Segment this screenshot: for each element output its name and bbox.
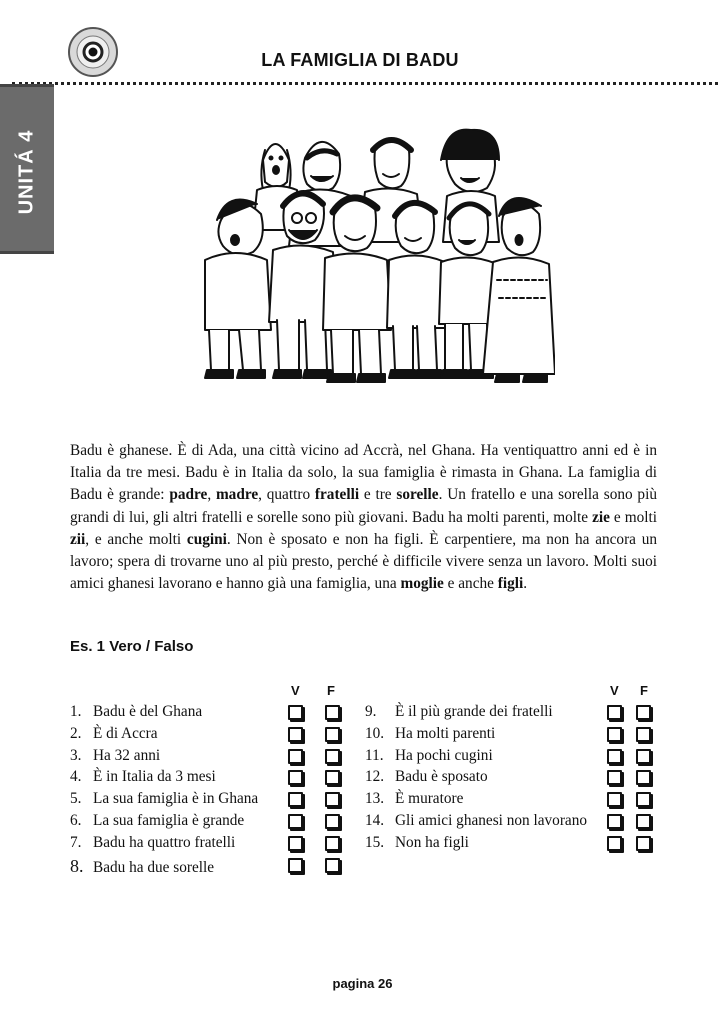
- item-statement: Badu ha quattro fratelli: [93, 833, 236, 851]
- exercise-item: [70, 834, 235, 856]
- passage-keyword: zie: [592, 508, 610, 526]
- item-statement: La sua famiglia è in Ghana: [93, 790, 259, 808]
- page-title: LA FAMIGLIA DI BADU: [261, 50, 459, 70]
- item-number: 6.: [70, 812, 82, 829]
- passage-text: , e anche molti: [85, 530, 187, 548]
- column-label-v-right: V: [610, 683, 619, 698]
- falso-checkbox[interactable]: [325, 792, 340, 807]
- item-number: 13.: [365, 790, 385, 808]
- item-statement: Ha pochi cugini: [395, 746, 493, 764]
- passage-text: , quattro: [258, 486, 315, 504]
- exercise-item: [70, 790, 258, 812]
- column-label-f-left: F: [327, 683, 335, 698]
- vero-checkbox[interactable]: [288, 727, 303, 742]
- exercise-list-right: [365, 703, 665, 883]
- vero-checkbox[interactable]: [607, 727, 622, 742]
- vero-checkbox[interactable]: [607, 814, 622, 829]
- vero-checkbox[interactable]: [288, 836, 303, 851]
- passage-keyword: zii: [70, 530, 86, 548]
- exercise-item: [365, 768, 488, 790]
- vero-checkbox[interactable]: [607, 792, 622, 807]
- vero-checkbox[interactable]: [607, 836, 622, 851]
- passage-text: ,: [207, 486, 216, 504]
- passage-text: .: [523, 575, 528, 593]
- passage-keyword: padre: [169, 486, 208, 504]
- family-group-illustration: [185, 120, 555, 400]
- passage-keyword: madre: [215, 486, 259, 504]
- falso-checkbox[interactable]: [325, 836, 340, 851]
- item-statement: Non ha figli: [395, 833, 469, 851]
- item-number: 2.: [70, 724, 82, 742]
- falso-checkbox[interactable]: [636, 749, 651, 764]
- exercise-title: Es. 1 Vero / Falso: [70, 638, 194, 655]
- item-statement: È in Italia da 3 mesi: [93, 768, 216, 786]
- exercise-item: [70, 747, 160, 769]
- item-number: 7.: [70, 833, 82, 851]
- passage-text: . Non è sposato e non ha figli. È carpentiere, ma non ha ancora un lavoro; spera di trovarne uno al più presto, perché è difficile vivere senza un lavoro. Molti suoi amici ghanesi lavorano e hanno già una famiglia, una: [70, 530, 658, 593]
- item-number: 15.: [365, 833, 385, 851]
- item-number: 4.: [70, 768, 82, 786]
- falso-checkbox[interactable]: [636, 705, 651, 720]
- falso-checkbox[interactable]: [636, 814, 651, 829]
- falso-checkbox[interactable]: [636, 836, 651, 851]
- exercise-item: [365, 725, 495, 747]
- header-divider: [12, 82, 718, 85]
- item-statement: Ha 32 anni: [93, 746, 161, 764]
- exercise-list-left: [70, 703, 360, 883]
- passage-keyword: sorelle: [396, 486, 439, 504]
- item-number: 5.: [70, 790, 82, 808]
- falso-checkbox[interactable]: [636, 727, 651, 742]
- falso-checkbox[interactable]: [325, 770, 340, 785]
- falso-checkbox[interactable]: [636, 770, 651, 785]
- falso-checkbox[interactable]: [325, 814, 340, 829]
- item-number: 10.: [365, 724, 385, 742]
- item-statement: La sua famiglia è grande: [93, 812, 245, 829]
- vero-checkbox[interactable]: [607, 705, 622, 720]
- item-number: 14.: [365, 812, 385, 829]
- item-number: 11.: [365, 746, 384, 764]
- falso-checkbox[interactable]: [325, 858, 340, 873]
- passage-text: e tre: [359, 486, 397, 504]
- exercise-item: [70, 856, 214, 878]
- exercise-item: [70, 703, 202, 725]
- passage-text: e molti: [609, 508, 657, 526]
- item-number: 1.: [70, 703, 82, 720]
- item-number: 8.: [70, 855, 84, 876]
- passage-text: . Un fratello e una sorella sono più grandi di lui, gli altri fratelli e sorelle sono più giovani. Badu ha molti parenti, molte: [70, 486, 657, 526]
- item-number: 3.: [70, 746, 82, 764]
- item-number: 12.: [365, 768, 385, 786]
- item-statement: Ha molti parenti: [395, 724, 496, 742]
- item-number: 9.: [365, 703, 377, 720]
- vero-checkbox[interactable]: [288, 858, 303, 873]
- unit-tab: [0, 84, 54, 254]
- passage-keyword: cugini: [186, 530, 227, 548]
- exercise-item: [365, 790, 463, 812]
- passage-keyword: moglie: [400, 575, 444, 593]
- vero-checkbox[interactable]: [607, 749, 622, 764]
- exercise-item: [70, 768, 216, 790]
- column-label-v-left: V: [291, 683, 300, 698]
- exercise-item: [365, 834, 469, 856]
- reading-passage: [70, 440, 657, 595]
- item-statement: È il più grande dei fratelli: [395, 703, 553, 720]
- vero-checkbox[interactable]: [288, 749, 303, 764]
- exercise-item: [365, 747, 493, 769]
- person-front-1: [205, 200, 271, 378]
- item-statement: Gli amici ghanesi non lavorano: [395, 812, 588, 829]
- exercise-item: [70, 725, 158, 747]
- vero-checkbox[interactable]: [607, 770, 622, 785]
- item-statement: È di Accra: [93, 724, 158, 742]
- falso-checkbox[interactable]: [325, 727, 340, 742]
- exercise-item: [70, 812, 244, 834]
- item-statement: È muratore: [395, 790, 464, 808]
- page-number: pagina 26: [332, 976, 393, 991]
- cd-logo-icon: [67, 26, 119, 78]
- exercise-item: [365, 703, 553, 725]
- falso-checkbox[interactable]: [636, 792, 651, 807]
- exercise-item: [365, 812, 587, 834]
- column-label-f-right: F: [640, 683, 648, 698]
- item-statement: Badu è del Ghana: [93, 703, 203, 720]
- item-statement: Badu è sposato: [395, 768, 488, 786]
- item-statement: Badu ha due sorelle: [93, 858, 215, 876]
- falso-checkbox[interactable]: [325, 705, 340, 720]
- passage-keyword: figli: [497, 575, 524, 593]
- vero-checkbox[interactable]: [288, 814, 303, 829]
- vero-checkbox[interactable]: [288, 705, 303, 720]
- falso-checkbox[interactable]: [325, 749, 340, 764]
- unit-tab-label: UNITÁ 4: [15, 129, 38, 215]
- passage-text: Badu è ghanese. È di Ada, una città vicino ad Accrà, nel Ghana. Ha ventiquattro anni ed è in Italia da tre mesi. Badu è in Italia da solo, la sua famiglia è rimasta in Ghana. La famiglia di Badu è grande:: [70, 442, 657, 504]
- passage-keyword: fratelli: [314, 486, 360, 504]
- vero-checkbox[interactable]: [288, 792, 303, 807]
- vero-checkbox[interactable]: [288, 770, 303, 785]
- passage-text: e anche: [443, 575, 498, 593]
